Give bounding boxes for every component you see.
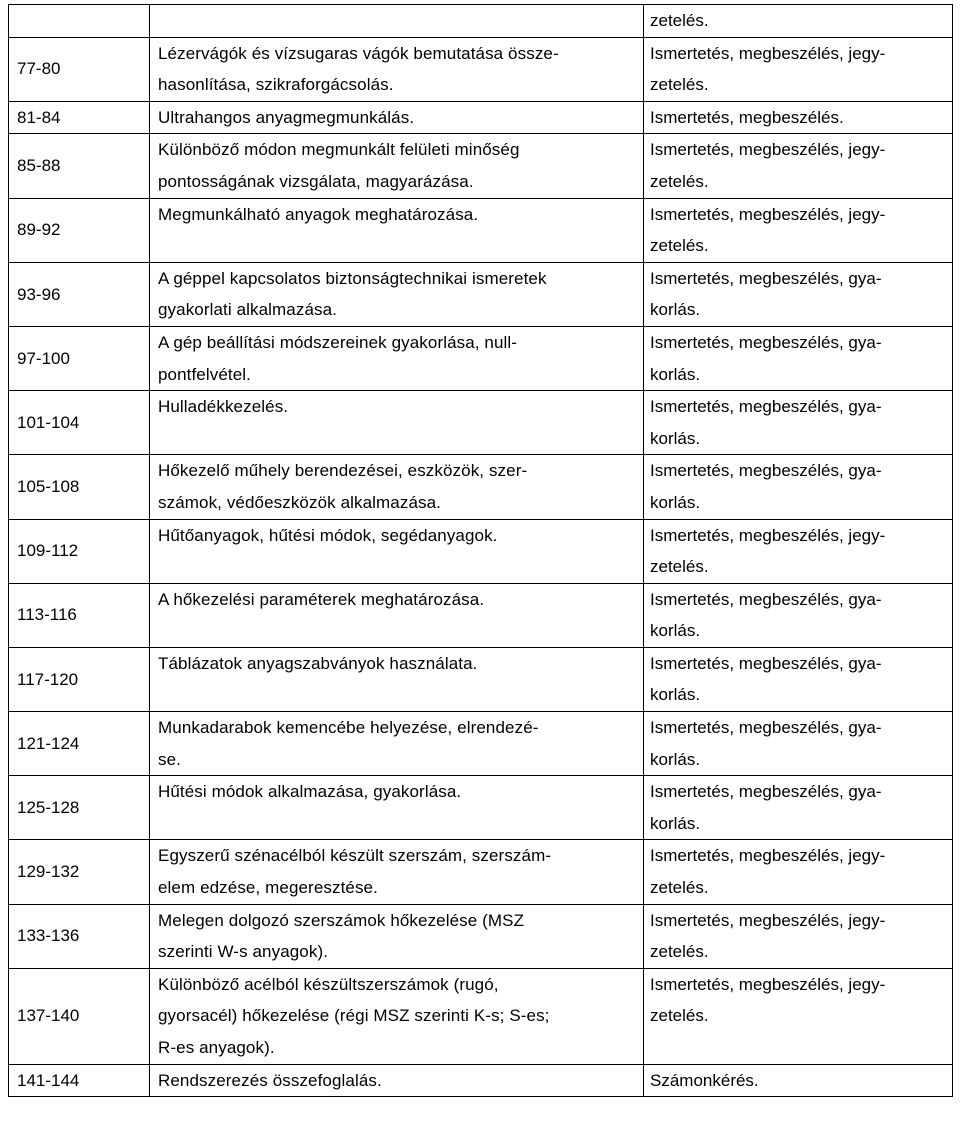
method-line: zetelés. bbox=[650, 75, 709, 95]
table-row bbox=[9, 37, 953, 101]
method-line: Ismertetés, megbeszélés, gya- bbox=[650, 653, 882, 673]
method-cell bbox=[644, 198, 953, 262]
week-cell: 141-144 bbox=[9, 1064, 150, 1097]
topic-line: elem edzése, megeresztése. bbox=[158, 878, 378, 898]
method-cell bbox=[644, 776, 953, 840]
table-row bbox=[9, 647, 953, 711]
table-row bbox=[9, 101, 953, 134]
method-cell bbox=[644, 840, 953, 904]
table-row bbox=[9, 519, 953, 583]
topic-line: A géppel kapcsolatos biztonságtechnikai ismeretek bbox=[158, 268, 547, 288]
method-line: Ismertetés, megbeszélés, gya- bbox=[650, 332, 882, 352]
table-row bbox=[9, 326, 953, 390]
week-cell bbox=[9, 5, 150, 38]
table-row bbox=[9, 455, 953, 519]
topic-line: Megmunkálható anyagok meghatározása. bbox=[158, 204, 479, 224]
topic-cell bbox=[150, 583, 644, 647]
table-row bbox=[9, 5, 953, 38]
method-line: korlás. bbox=[650, 300, 701, 320]
topic-cell bbox=[150, 712, 644, 776]
method-line: zetelés. bbox=[650, 171, 709, 191]
week-cell: 93-96 bbox=[9, 262, 150, 326]
week-cell: 129-132 bbox=[9, 840, 150, 904]
method-line: korlás. bbox=[650, 364, 701, 384]
week-cell: 105-108 bbox=[9, 455, 150, 519]
table-row bbox=[9, 968, 953, 1064]
topic-line: hasonlítása, szikraforgácsolás. bbox=[158, 75, 394, 95]
method-line: zetelés. bbox=[650, 942, 709, 962]
method-cell bbox=[644, 5, 953, 38]
method-line: Számonkérés. bbox=[650, 1070, 759, 1090]
topic-line: Különböző acélból készültszerszámok (rugó, bbox=[158, 974, 499, 994]
method-line: Ismertetés, megbeszélés, gya- bbox=[650, 268, 882, 288]
week-cell: 109-112 bbox=[9, 519, 150, 583]
table-row bbox=[9, 1064, 953, 1097]
empty-line bbox=[650, 1032, 948, 1064]
week-cell: 121-124 bbox=[9, 712, 150, 776]
method-line: Ismertetés, megbeszélés, jegy- bbox=[650, 140, 886, 160]
topic-cell bbox=[150, 647, 644, 711]
topic-line: Hűtőanyagok, hűtési módok, segédanyagok. bbox=[158, 525, 498, 545]
method-line: Ismertetés, megbeszélés, gya- bbox=[650, 461, 882, 481]
topic-line: Melegen dolgozó szerszámok hőkezelése (MSZ bbox=[158, 910, 525, 930]
schedule-table bbox=[8, 4, 953, 1097]
empty-line bbox=[158, 230, 637, 262]
topic-line: Rendszerezés összefoglalás. bbox=[158, 1070, 382, 1090]
method-cell bbox=[644, 455, 953, 519]
empty-line bbox=[158, 679, 637, 711]
method-cell bbox=[644, 519, 953, 583]
topic-line: Táblázatok anyagszabványok használata. bbox=[158, 653, 478, 673]
method-cell bbox=[644, 101, 953, 134]
method-line: Ismertetés, megbeszélés, jegy- bbox=[650, 846, 886, 866]
method-cell bbox=[644, 583, 953, 647]
week-cell: 133-136 bbox=[9, 904, 150, 968]
method-line: zetelés. bbox=[650, 878, 709, 898]
topic-line: A hőkezelési paraméterek meghatározása. bbox=[158, 589, 485, 609]
method-line: korlás. bbox=[650, 621, 701, 641]
topic-line: Hűtési módok alkalmazása, gyakorlása. bbox=[158, 782, 462, 802]
method-line: Ismertetés, megbeszélés, gya- bbox=[650, 782, 882, 802]
empty-line bbox=[158, 808, 637, 840]
method-cell bbox=[644, 712, 953, 776]
topic-line: gyorsacél) hőkezelése (régi MSZ szerinti K-s; S-es; bbox=[158, 1006, 550, 1026]
method-line: zetelés. bbox=[650, 11, 709, 30]
table-row bbox=[9, 776, 953, 840]
method-line: zetelés. bbox=[650, 557, 709, 577]
method-cell bbox=[644, 647, 953, 711]
week-cell: 117-120 bbox=[9, 647, 150, 711]
method-line: Ismertetés, megbeszélés, jegy- bbox=[650, 910, 886, 930]
topic-line: gyakorlati alkalmazása. bbox=[158, 300, 337, 320]
table-row bbox=[9, 904, 953, 968]
table-row bbox=[9, 262, 953, 326]
week-cell: 89-92 bbox=[9, 198, 150, 262]
topic-cell bbox=[150, 391, 644, 455]
method-line: korlás. bbox=[650, 685, 701, 705]
week-cell: 97-100 bbox=[9, 326, 150, 390]
empty-line bbox=[158, 615, 637, 647]
week-cell: 137-140 bbox=[9, 968, 150, 1064]
week-cell: 85-88 bbox=[9, 134, 150, 198]
topic-line: Hulladékkezelés. bbox=[158, 397, 289, 417]
topic-cell bbox=[150, 326, 644, 390]
method-line: korlás. bbox=[650, 813, 701, 833]
method-line: Ismertetés, megbeszélés, jegy- bbox=[650, 525, 886, 545]
topic-cell bbox=[150, 455, 644, 519]
method-cell bbox=[644, 37, 953, 101]
method-cell bbox=[644, 134, 953, 198]
topic-cell bbox=[150, 904, 644, 968]
topic-line: se. bbox=[158, 749, 181, 769]
empty-line bbox=[158, 5, 637, 37]
topic-cell bbox=[150, 968, 644, 1064]
method-line: Ismertetés, megbeszélés, jegy- bbox=[650, 974, 886, 994]
table-row bbox=[9, 840, 953, 904]
topic-line: Munkadarabok kemencébe helyezése, elrendezé- bbox=[158, 718, 539, 738]
method-line: Ismertetés, megbeszélés, jegy- bbox=[650, 43, 886, 63]
topic-line: számok, védőeszközök alkalmazása. bbox=[158, 492, 441, 512]
method-cell bbox=[644, 326, 953, 390]
topic-cell bbox=[150, 840, 644, 904]
week-cell: 113-116 bbox=[9, 583, 150, 647]
topic-cell bbox=[150, 37, 644, 101]
topic-cell bbox=[150, 134, 644, 198]
topic-cell bbox=[150, 1064, 644, 1097]
topic-line: Ultrahangos anyagmegmunkálás. bbox=[158, 107, 415, 127]
method-cell bbox=[644, 391, 953, 455]
week-cell: 81-84 bbox=[9, 101, 150, 134]
method-cell bbox=[644, 1064, 953, 1097]
topic-line: Egyszerű szénacélból készült szerszám, szerszám- bbox=[158, 846, 552, 866]
method-line: zetelés. bbox=[650, 236, 709, 256]
topic-cell bbox=[150, 519, 644, 583]
week-cell: 101-104 bbox=[9, 391, 150, 455]
method-line: Ismertetés, megbeszélés, gya- bbox=[650, 397, 882, 417]
topic-cell bbox=[150, 262, 644, 326]
method-line: Ismertetés, megbeszélés, jegy- bbox=[650, 204, 886, 224]
method-line: korlás. bbox=[650, 749, 701, 769]
empty-line bbox=[158, 551, 637, 583]
empty-line bbox=[158, 423, 637, 455]
method-cell bbox=[644, 968, 953, 1064]
topic-cell bbox=[150, 101, 644, 134]
method-line: Ismertetés, megbeszélés. bbox=[650, 107, 844, 127]
method-line: zetelés. bbox=[650, 1006, 709, 1026]
week-cell: 125-128 bbox=[9, 776, 150, 840]
topic-cell bbox=[150, 776, 644, 840]
week-cell: 77-80 bbox=[9, 37, 150, 101]
topic-line: R-es anyagok). bbox=[158, 1038, 275, 1057]
topic-line: szerinti W-s anyagok). bbox=[158, 942, 329, 962]
topic-cell bbox=[150, 198, 644, 262]
topic-line: Különböző módon megmunkált felületi minőség bbox=[158, 140, 520, 160]
method-cell bbox=[644, 262, 953, 326]
table-row bbox=[9, 583, 953, 647]
topic-line: A gép beállítási módszereinek gyakorlása, null- bbox=[158, 332, 518, 352]
topic-cell bbox=[150, 5, 644, 38]
schedule-table-body bbox=[9, 5, 953, 1097]
method-line: korlás. bbox=[650, 428, 701, 448]
topic-line: pontosságának vizsgálata, magyarázása. bbox=[158, 171, 474, 191]
topic-line: pontfelvétel. bbox=[158, 364, 251, 384]
topic-line: Hőkezelő műhely berendezései, eszközök, szer- bbox=[158, 461, 528, 481]
table-row bbox=[9, 134, 953, 198]
method-line: Ismertetés, megbeszélés, gya- bbox=[650, 589, 882, 609]
method-line: Ismertetés, megbeszélés, gya- bbox=[650, 718, 882, 738]
table-row bbox=[9, 712, 953, 776]
method-line: korlás. bbox=[650, 492, 701, 512]
method-cell bbox=[644, 904, 953, 968]
topic-line: Lézervágók és vízsugaras vágók bemutatása össze- bbox=[158, 43, 559, 63]
table-row bbox=[9, 198, 953, 262]
table-row bbox=[9, 391, 953, 455]
